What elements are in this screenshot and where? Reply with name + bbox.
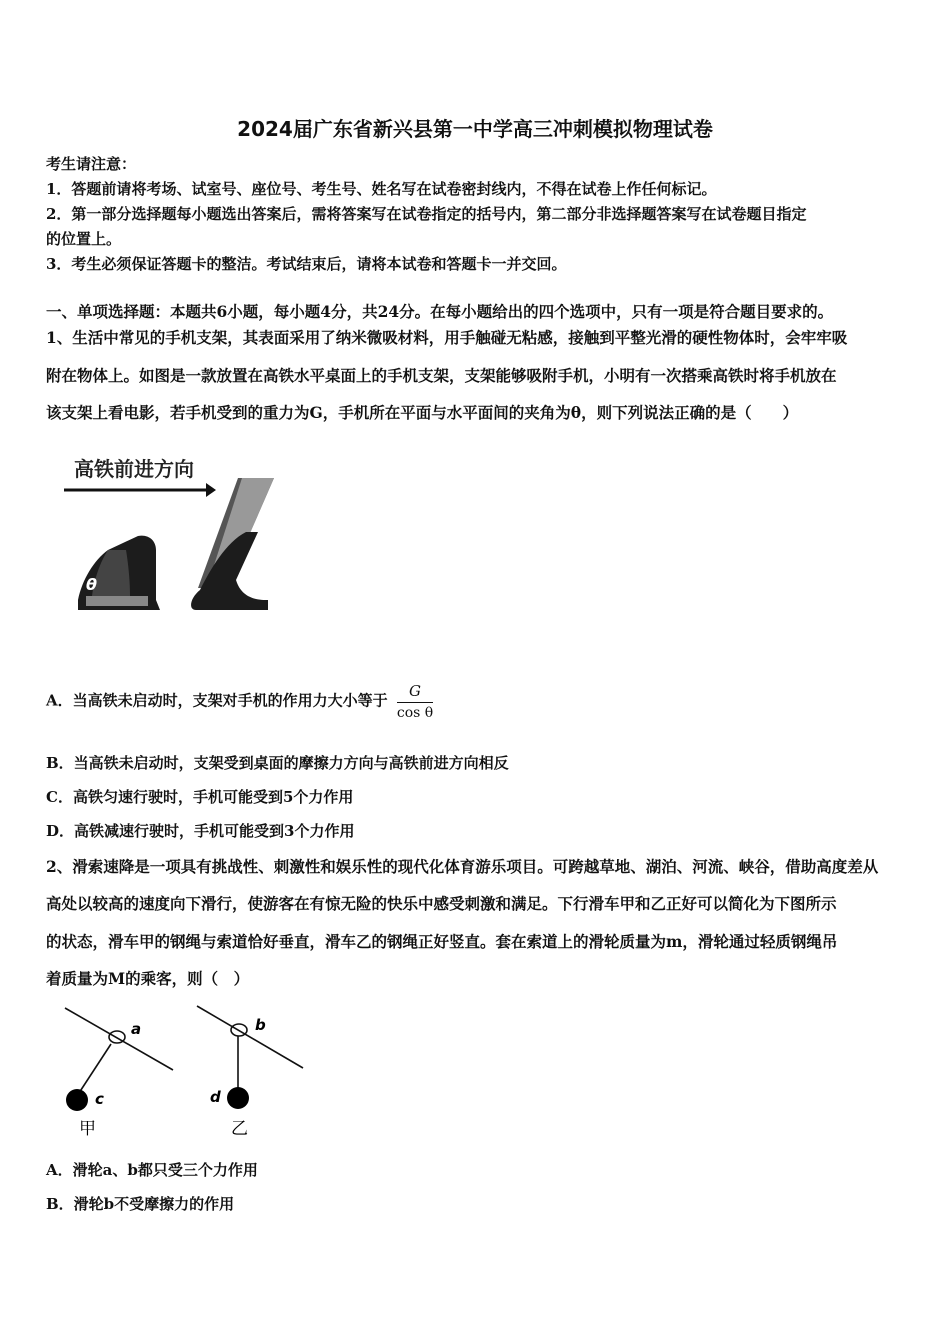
notice-item-2-cont: 的位置上。 <box>46 230 122 248</box>
rope-a <box>77 1044 111 1096</box>
caption-yi: 乙 <box>231 1119 248 1139</box>
holder-with-phone <box>191 478 274 610</box>
label-b: b <box>255 1016 266 1034</box>
cable-right <box>197 1006 303 1068</box>
caption-jia: 甲 <box>79 1119 96 1139</box>
label-c: c <box>95 1090 104 1108</box>
q2-text-line: 的状态，滑车甲的钢绳与索道恰好垂直，滑车乙的钢绳正好竖直。套在索道上的滑轮质量为m，滑轮通过轻质钢绳吊 <box>46 932 838 951</box>
q2-option-b[interactable]: B．滑轮b不受摩擦力的作用 <box>46 1195 235 1213</box>
q1-option-a[interactable] <box>46 682 433 721</box>
label-d: d <box>210 1088 221 1106</box>
cable-left <box>65 1008 173 1070</box>
q1-text-line: 附在物体上。如图是一款放置在高铁水平桌面上的手机支架，支架能够吸附手机，小明有一次搭乘高铁时将手机放在 <box>46 366 837 385</box>
phone-holder-figure <box>60 450 290 620</box>
arrow-head <box>206 483 216 497</box>
q1-option-a-text: A．当高铁未启动时，支架对手机的作用力大小等于 <box>46 691 388 710</box>
notice-item-3: 3．考生必须保证答题卡的整洁。考试结束后，请将本试卷和答题卡一并交回。 <box>46 255 567 273</box>
holder-side-view <box>78 536 160 610</box>
q1-option-c[interactable]: C．高铁匀速行驶时，手机可能受到5个力作用 <box>46 788 354 806</box>
theta-label: θ <box>86 575 97 594</box>
q1-text-line: 该支架上看电影，若手机受到的重力为G，手机所在平面与水平面间的夹角为θ，则下列说法正确的是（ ） <box>46 403 799 422</box>
mass-c <box>66 1089 88 1111</box>
q1-option-d[interactable]: D．高铁减速行驶时，手机可能受到3个力作用 <box>46 822 355 840</box>
q2-text-line: 高处以较高的速度向下滑行，使游客在有惊无险的快乐中感受刺激和满足。下行滑车甲和乙正好可以简化为下图所示 <box>46 894 837 913</box>
section-heading: 一、单项选择题：本题共6小题，每小题4分，共24分。在每小题给出的四个选项中，只有一项是符合题目要求的。 <box>46 302 834 321</box>
q2-text-line: 2、滑索速降是一项具有挑战性、刺激性和娱乐性的现代化体育游乐项目。可跨越草地、湖泊、河流、峡谷，借助高度差从 <box>46 857 879 876</box>
direction-label: 高铁前进方向 <box>74 457 194 481</box>
page-title: 2024届广东省新兴县第一中学高三冲刺模拟物理试卷 <box>237 117 713 141</box>
q1-option-b[interactable]: B．当高铁未启动时，支架受到桌面的摩擦力方向与高铁前进方向相反 <box>46 754 509 772</box>
q2-text-line: 着质量为M的乘客，则（ ） <box>46 969 250 988</box>
q1-text-line: 1、生活中常见的手机支架，其表面采用了纳米微吸材料，用手触碰无粘感，接触到平整光滑的硬性物体时，会牢牢吸 <box>46 328 848 347</box>
notice-heading: 考生请注意： <box>46 155 137 173</box>
notice-item-1: 1．答题前请将考场、试室号、座位号、考生号、姓名写在试卷密封线内，不得在试卷上作任何标记。 <box>46 180 717 198</box>
fraction-numerator: G <box>397 682 433 703</box>
mass-d <box>227 1087 249 1109</box>
fraction-g-over-cos <box>397 682 433 721</box>
notice-item-2: 2．第一部分选择题每小题选出答案后，需将答案写在试卷指定的括号内，第二部分非选择题答案写在试卷题目指定 <box>46 205 807 223</box>
q2-option-a[interactable]: A．滑轮a、b都只受三个力作用 <box>46 1161 258 1179</box>
cable-slide-figure <box>55 1000 315 1145</box>
fraction-denominator: cos θ <box>396 705 434 721</box>
label-a: a <box>131 1020 142 1038</box>
